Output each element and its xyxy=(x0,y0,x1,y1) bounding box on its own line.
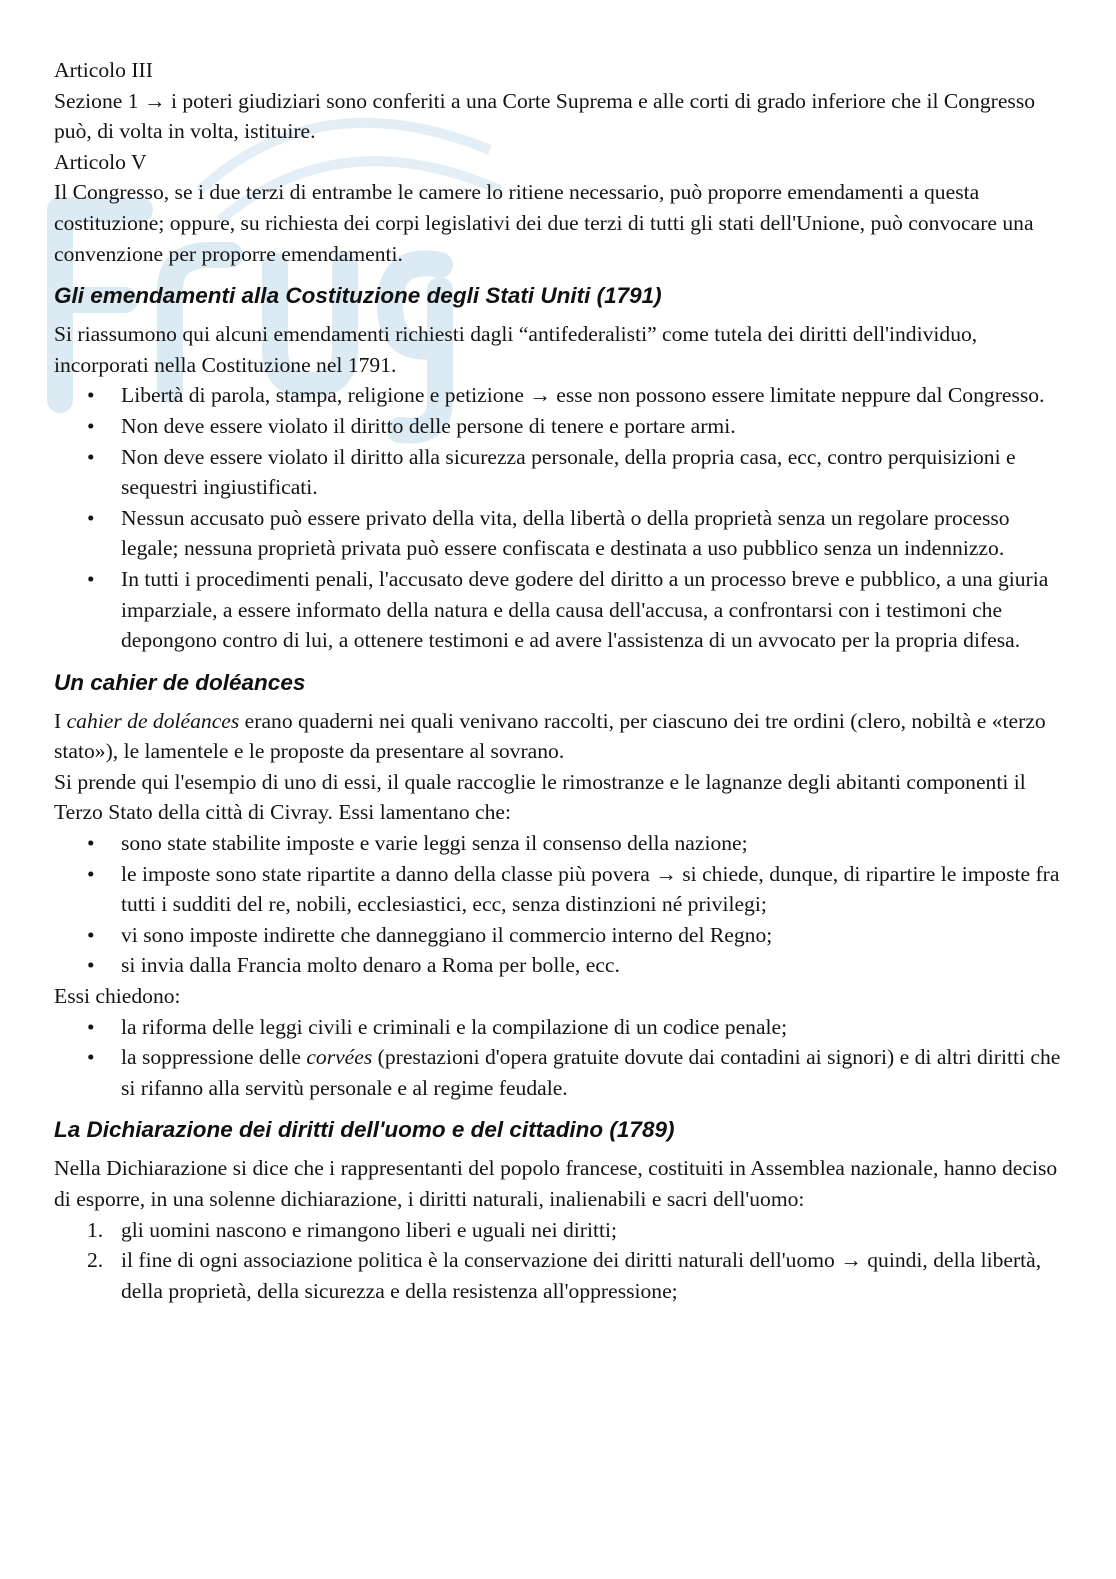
cahier-example-intro: Si prende qui l'esempio di uno di essi, il quale raccoglie le rimostranze e le lagnanze degli abitanti componenti il Terzo Stato della città di Civray. Essi lamentano che: xyxy=(54,769,1026,825)
section-heading-cahier: Un cahier de doléances xyxy=(54,669,306,695)
requests-list xyxy=(54,1012,1064,1104)
list-item: • sono state stabilite imposte e varie leggi senza il consenso della nazione; xyxy=(54,828,1064,859)
list-item xyxy=(54,1245,1064,1306)
corvees-term: corvées xyxy=(306,1045,373,1070)
request2-prefix: la soppressione delle xyxy=(121,1045,307,1070)
list-number: 1. xyxy=(87,1217,104,1242)
article-v-text: Il Congresso, se i due terzi di entrambe le camere lo ritiene necessario, può proporre emendamenti a questa costituzione; oppure, su richiesta dei corpi legislativi dei due terzi di tutti gli stati dell'Unione, può convocare una convenzione per proporre emendamenti. xyxy=(54,180,1034,266)
list-item-text: gli uomini nascono e rimangono liberi e uguali nei diritti; xyxy=(121,1217,617,1242)
list-item: • In tutti i procedimenti penali, l'accusato deve godere del diritto a un processo breve e pubblico, a una giuria imparziale, a essere informato della natura e della causa dell'accusa, a confrontarsi con i testimoni che depongono contro di lui, a ottenere testimoni e ad avere l'assistenza di un avvocato per la propria difesa. xyxy=(54,564,1064,656)
complaints-list xyxy=(54,828,1064,981)
cahier-definition xyxy=(54,706,1064,767)
request2-rest: (prestazioni d'opera gratuite dovute dai contadini ai signori) e di altri diritti che si rifanno alla servitù personale e al regime feudale. xyxy=(121,1045,1061,1100)
cahier-definition-prefix: I xyxy=(54,708,67,733)
declaration-intro: Nella Dichiarazione si dice che i rappresentanti del popolo francese, costituiti in Assemblea nazionale, hanno deciso di esporre, in una solenne dichiarazione, i diritti naturali, inalienabili e sacri dell'uomo: xyxy=(54,1156,1058,1211)
amendments-list xyxy=(54,380,1064,655)
list-item xyxy=(54,1215,1064,1246)
article-iii-title: Articolo III xyxy=(54,58,153,82)
document-body xyxy=(54,55,1064,1306)
cahier-definition-rest: erano quaderni nei quali venivano raccolti, per ciascuno dei tre ordini (clero, nobiltà e «terzo stato»), le lamentele e le proposte da presentare al sovrano. xyxy=(54,708,1046,764)
list-item: • le imposte sono state ripartite a danno della classe più povera → si chiede, dunque, di ripartire le imposte fra tutti i sudditi del re, nobili, ecclesiastici, ecc, senza distinzioni né privilegi; xyxy=(54,859,1064,920)
amendments-intro: Si riassumono qui alcuni emendamenti richiesti dagli “antifederalisti” come tutela dei diritti dell'individuo, incorporati nella Costituzione nel 1791. xyxy=(54,322,978,377)
article-iii-section-1: Sezione 1 → i poteri giudiziari sono conferiti a una Corte Suprema e alle corti di grado inferiore che il Congresso può, di volta in volta, istituire. xyxy=(54,88,1036,144)
list-item: • vi sono imposte indirette che danneggiano il commercio interno del Regno; xyxy=(54,920,1064,951)
requests-intro: Essi chiedono: xyxy=(54,984,181,1009)
list-item: • Libertà di parola, stampa, religione e petizione → esse non possono essere limitate neppure dal Congresso. xyxy=(54,380,1064,411)
list-item: • la riforma delle leggi civili e criminali e la compilazione di un codice penale; xyxy=(54,1012,1064,1043)
intro-block xyxy=(54,55,1064,269)
list-item-text: il fine di ogni associazione politica è la conservazione dei diritti naturali dell'uomo → quindi, della libertà, della proprietà, della sicurezza e della resistenza all'oppressione; xyxy=(121,1248,1042,1303)
list-item: • si invia dalla Francia molto denaro a Roma per bolle, ecc. xyxy=(54,950,1064,981)
article-v-title: Articolo V xyxy=(54,149,147,174)
list-number: 2. xyxy=(87,1248,104,1273)
list-item: • Non deve essere violato il diritto alla sicurezza personale, della propria casa, ecc, contro perquisizioni e sequestri ingiustificati. xyxy=(54,442,1064,503)
section-heading-declaration: La Dichiarazione dei diritti dell'uomo e del cittadino (1789) xyxy=(54,1117,675,1143)
list-item xyxy=(54,1042,1064,1103)
section-heading-amendments: Gli emendamenti alla Costituzione degli Stati Uniti (1791) xyxy=(54,283,662,309)
cahier-term: cahier de doléances xyxy=(66,708,240,733)
list-item: • Non deve essere violato il diritto delle persone di tenere e portare armi. xyxy=(54,411,1064,442)
list-item: • Nessun accusato può essere privato della vita, della libertà o della proprietà senza un regolare processo legale; nessuna proprietà privata può essere confiscata e destinata a uso pubblico senza un indennizzo. xyxy=(54,503,1064,564)
rights-list xyxy=(54,1215,1064,1307)
